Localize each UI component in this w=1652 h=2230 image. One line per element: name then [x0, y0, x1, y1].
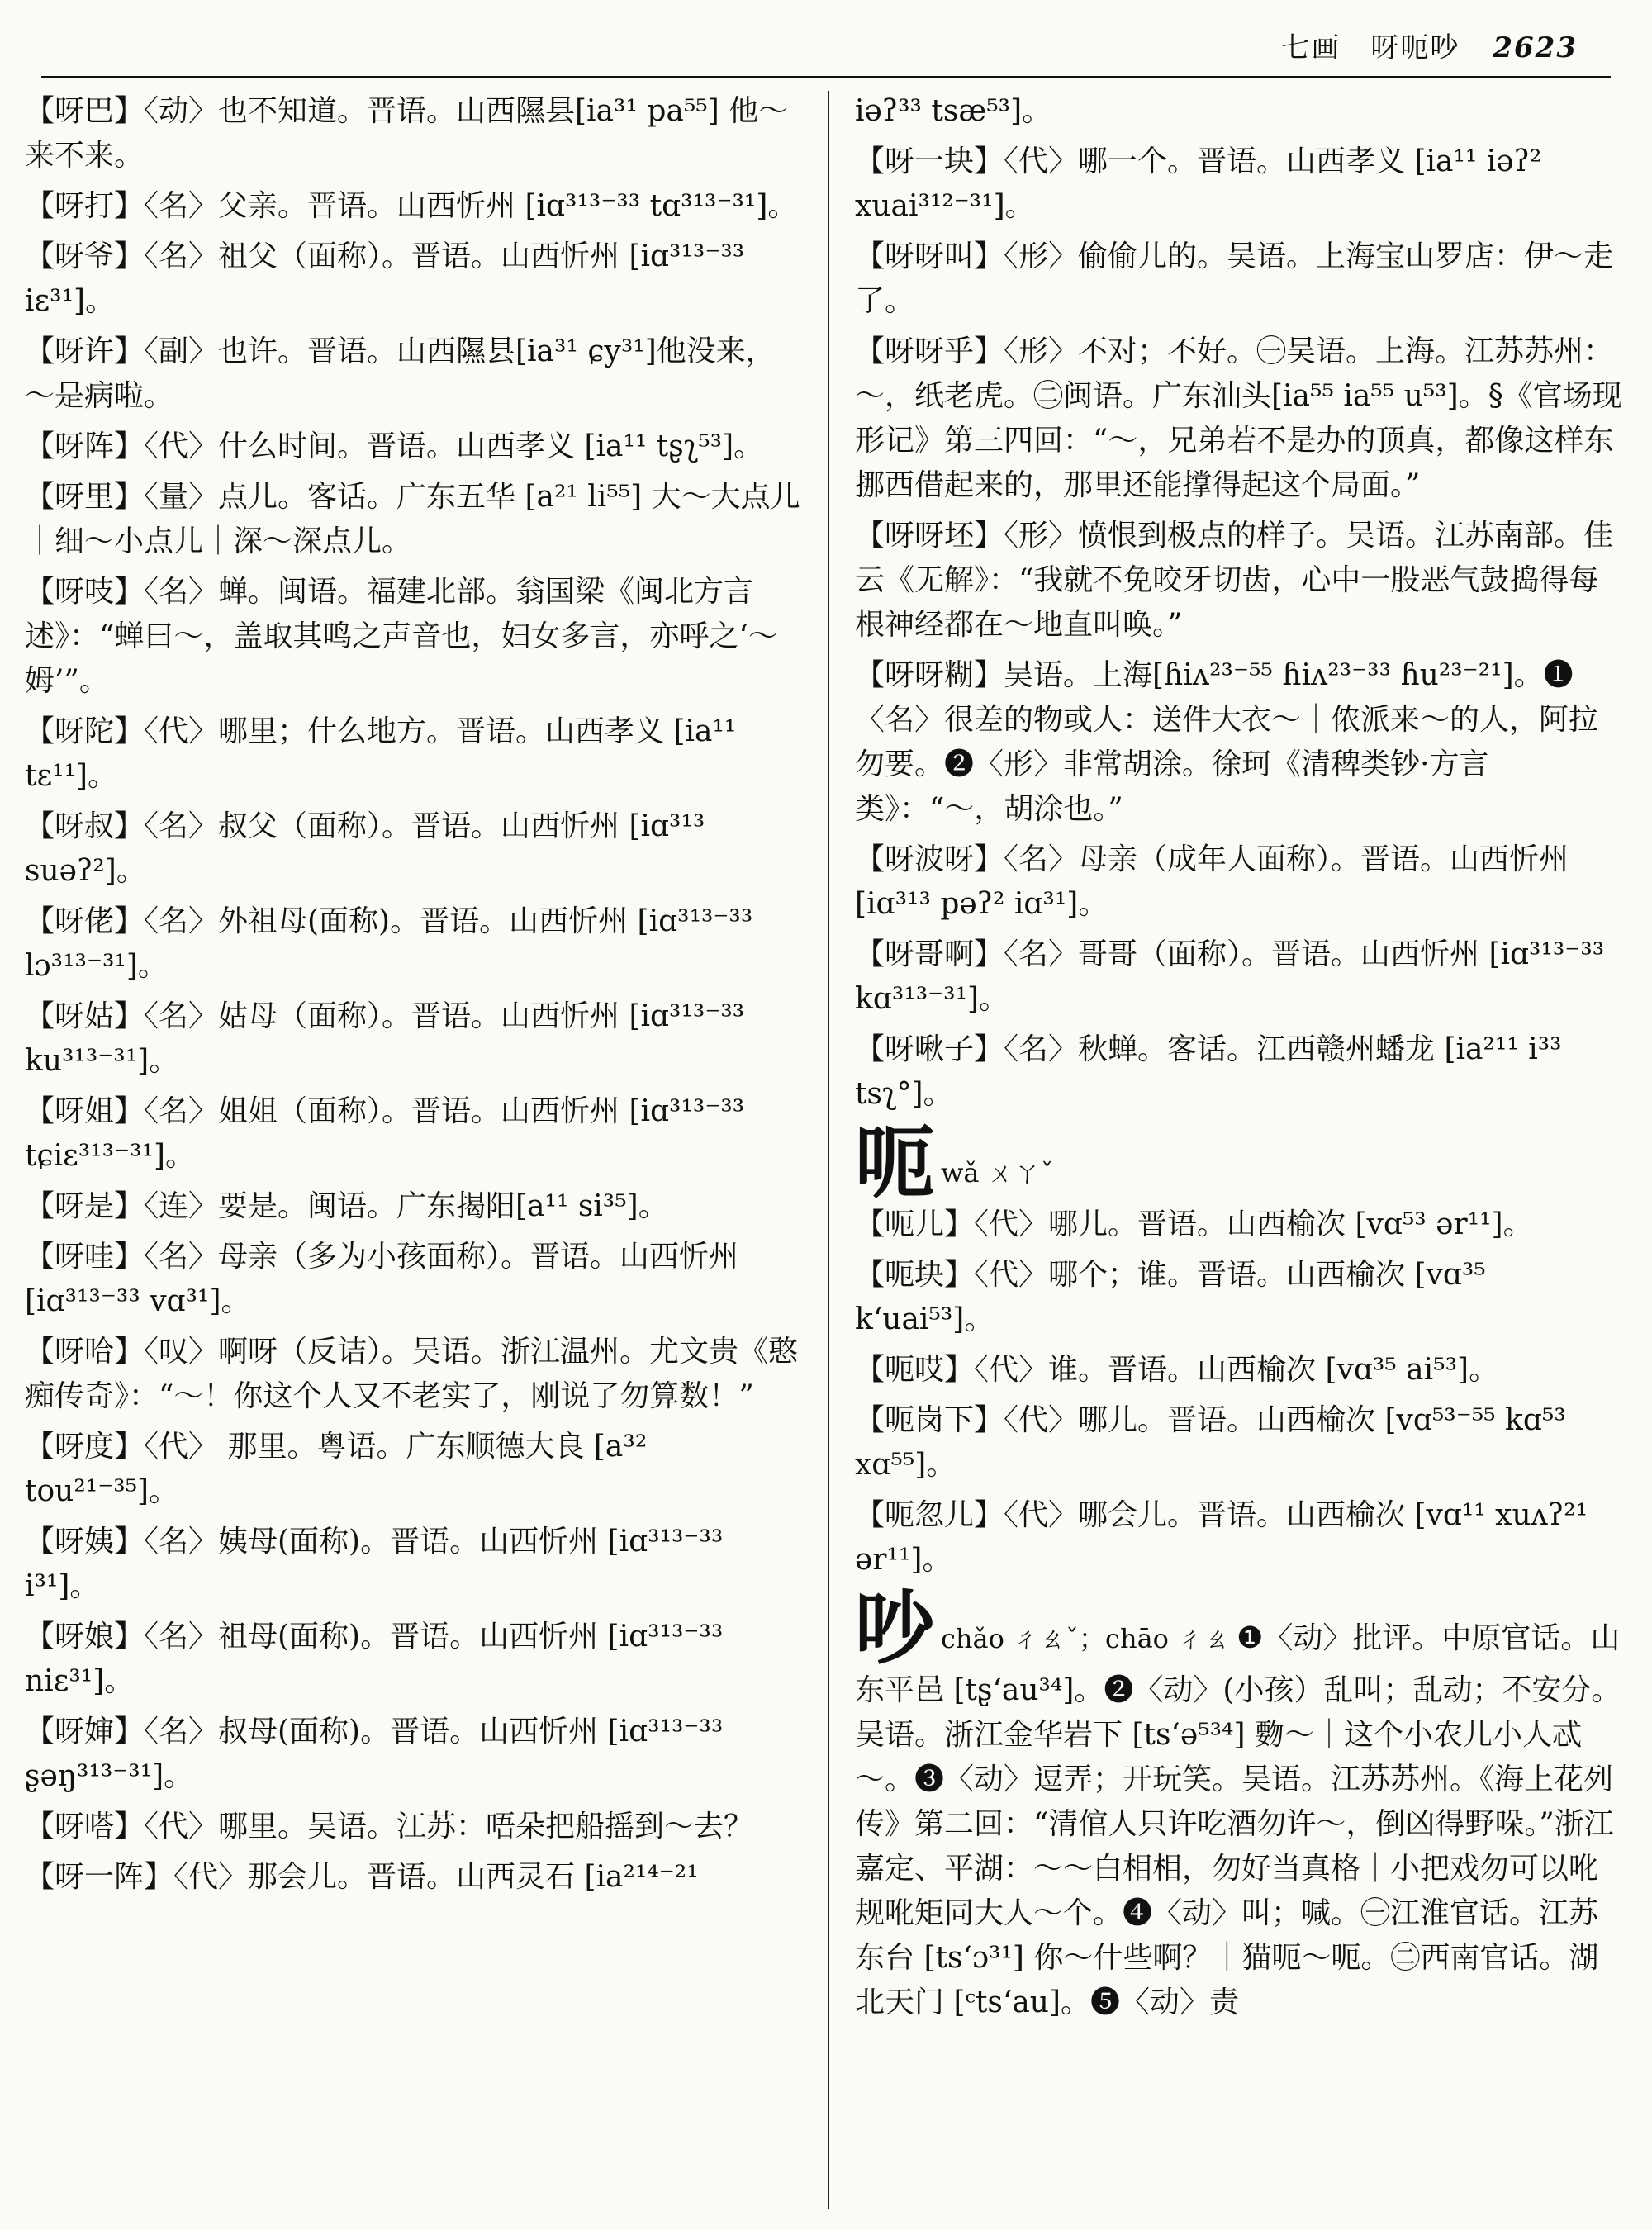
dictionary-entry: 【呀里】〈量〉点儿。客话。广东五华 [a²¹ li⁵⁵] 大～大点儿｜细～小点儿｜深～深点儿。 — [25, 480, 800, 558]
dictionary-entry: 【呀爷】〈名〉祖父（面称）。晋语。山西忻州 [iɑ³¹³⁻³³ iɛ³¹]。 — [25, 240, 745, 318]
dictionary-entry: 【呀哥啊】〈名〉哥哥（面称）。晋语。山西忻州 [iɑ³¹³⁻³³ kɑ³¹³⁻³¹]。 — [855, 937, 1605, 1016]
dictionary-entry: 【呀嗒】〈代〉哪里。吴语。江苏：唔朵把船摇到～去？ — [25, 1810, 754, 1843]
dictionary-entry: 【呃忽儿】〈代〉哪会儿。晋语。山西榆次 [vɑ¹¹ xuʌʔ²¹ ər¹¹]。 — [855, 1498, 1588, 1577]
dictionary-entry: 【呀吱】〈名〉蝉。闽语。福建北部。翁国梁《闽北方言述》：“蝉曰～，盖取其鸣之声音也，妇女多言，亦呼之‘～姆’”。 — [25, 575, 778, 698]
dictionary-entry: 【呀姨】〈名〉姨母(面称)。晋语。山西忻州 [iɑ³¹³⁻³³ i³¹]。 — [25, 1525, 724, 1603]
dictionary-entry: 【呀一阵】〈代〉那会儿。晋语。山西灵石 [ia²¹⁴⁻²¹ — [25, 1860, 699, 1894]
dictionary-entry: 【呀呀糊】吴语。上海[ɦiʌ²³⁻⁵⁵ ɦiʌ²³⁻³³ ɦu²³⁻²¹]。❶〈名〉很差的物或人：送件大衣～｜侬派来～的人，阿拉勿要。❷〈形〉非常胡涂。徐珂《清稗类钞·方言类》：“～，胡涂也。” — [855, 658, 1599, 826]
dictionary-entry: 【呃块】〈代〉哪个；谁。晋语。山西榆次 [vɑ³⁵ k‘uai⁵³]。 — [855, 1258, 1486, 1336]
dictionary-entry: 【呃岗下】〈代〉哪儿。晋语。山西榆次 [vɑ⁵³⁻⁵⁵ kɑ⁵³ xɑ⁵⁵]。 — [855, 1403, 1566, 1482]
pinyin-zhuyin: wǎ ㄨㄚˇ — [941, 1157, 1054, 1189]
left-column — [25, 89, 801, 2213]
dictionary-entry: 【呀陀】〈代〉哪里；什么地方。晋语。山西孝义 [ia¹¹ tɛ¹¹]。 — [25, 714, 737, 793]
dictionary-entry: 【呀打】〈名〉父亲。晋语。山西忻州 [iɑ³¹³⁻³³ tɑ³¹³⁻³¹]。 — [25, 189, 798, 223]
running-head — [1281, 25, 1578, 65]
dictionary-entry: 【呀波呀】〈名〉母亲（成年人面称）。晋语。山西忻州[iɑ³¹³ pəʔ² iɑ³¹]。 — [855, 842, 1569, 921]
dictionary-entry: 【呀度】〈代〉 那里。粤语。广东顺德大良 [a³² tou²¹⁻³⁵]。 — [25, 1430, 648, 1508]
dictionary-entry: 【呀呀乎】〈形〉不对；不好。㊀吴语。上海。江苏苏州：～，纸老虎。㊁闽语。广东汕头[ia⁵⁵ ia⁵⁵ u⁵³]。§《官场现形记》第三四回：“～，兄弟若不是办的顶真，都像这样东挪西借起来的，那里还能撑得起这个局面。” — [855, 334, 1622, 502]
column-divider — [828, 91, 829, 2209]
dictionary-entry: 【呀哇】〈名〉母亲（多为小孩面称）。晋语。山西忻州[iɑ³¹³⁻³³ vɑ³¹]。 — [25, 1240, 739, 1318]
head-character-chao — [855, 1582, 1623, 2025]
dictionary-entry: 【呃哎】〈代〉谁。晋语。山西榆次 [vɑ³⁵ ai⁵³]。 — [855, 1353, 1499, 1387]
section-title: 七画 呀呃吵 — [1281, 31, 1460, 64]
dictionary-entry: 【呀一块】〈代〉哪一个。晋语。山西孝义 [ia¹¹ iəʔ² xuai³¹²⁻³¹]。 — [855, 145, 1542, 223]
dictionary-entry: 【呀婶】〈名〉叔母(面称)。晋语。山西忻州 [iɑ³¹³⁻³³ ʂəŋ³¹³⁻³¹]。 — [25, 1715, 724, 1793]
dictionary-entry: 【呀娘】〈名〉祖母(面称)。晋语。山西忻州 [iɑ³¹³⁻³³ niɛ³¹]。 — [25, 1620, 724, 1698]
head-character: 呃 — [855, 1116, 934, 1209]
head-character: 吵 — [855, 1582, 934, 1675]
dictionary-entry: 【呀姐】〈名〉姐姐（面称）。晋语。山西忻州 [iɑ³¹³⁻³³ tɕiɛ³¹³⁻³¹]。 — [25, 1094, 745, 1173]
dictionary-entry: 【呀哈】〈叹〉啊呀（反诘）。吴语。浙江温州。尤文贵《憨痴传奇》：“～！你这个人又不老实了，刚说了勿算数！” — [25, 1335, 799, 1413]
entry-continuation: iəʔ³³ tsæ⁵³]。 — [855, 94, 1052, 128]
head-character-wa — [855, 1116, 1623, 1209]
dictionary-entry: 【呃儿】〈代〉哪儿。晋语。山西榆次 [vɑ⁵³ ər¹¹]。 — [855, 1208, 1533, 1241]
page-header — [41, 18, 1611, 78]
right-column — [855, 89, 1623, 2213]
dictionary-entry: 【呀巴】〈动〉也不知道。晋语。山西隰县[ia³¹ pa⁵⁵] 他～来不来。 — [25, 94, 789, 173]
pinyin-zhuyin: chǎo ㄔㄠˇ；chāo ㄔㄠ — [941, 1623, 1231, 1654]
dictionary-entry: 【呀是】〈连〉要是。闽语。广东揭阳[a¹¹ si³⁵]。 — [25, 1189, 668, 1223]
dictionary-entry: 【呀叔】〈名〉叔父（面称）。晋语。山西忻州 [iɑ³¹³ suəʔ²]。 — [25, 809, 705, 888]
dictionary-entry: 【呀姑】〈名〉姑母（面称）。晋语。山西忻州 [iɑ³¹³⁻³³ ku³¹³⁻³¹]。 — [25, 999, 745, 1078]
dictionary-entry: 【呀佬】〈名〉外祖母(面称)。晋语。山西忻州 [iɑ³¹³⁻³³ lɔ³¹³⁻³¹]。 — [25, 904, 753, 983]
definition-text: ❶〈动〉批评。中原官话。山东平邑 [tʂ‘au³⁴]。❷〈动〉(小孩）乱叫；乱动；不安分。吴语。浙江金华岩下 [ts‘ə⁵³⁴] 覅～｜这个小农儿小人忒～。❸〈动〉逗弄；开玩笑。吴语。江苏苏州。《海上花列传》第二回：“清倌人只许吃酒勿许～，倒凶得野哚。”浙江嘉定、平湖：～～白相相，勿好当真格｜小把戏勿可以吪规吪矩同大人～个。❹〈动〉叫；喊。㊀江淮官话。江苏东台 [ts‘ɔ³¹] 你～什些啊？｜猫呃～呃。㊁西南官话。湖北天门 [ᶜts‘au]。❺〈动〉责 — [855, 1621, 1621, 2019]
dictionary-entry: 【呀阵】〈代〉什么时间。晋语。山西孝义 [ia¹¹ tʂʅ⁵³]。 — [25, 429, 764, 463]
dictionary-entry: 【呀许】〈副〉也许。晋语。山西隰县[ia³¹ ɕy³¹]他没来，～是病啦。 — [25, 334, 776, 413]
dictionary-entry: 【呀呀叫】〈形〉偷偷儿的。吴语。上海宝山罗店：伊～走了。 — [855, 240, 1614, 318]
dictionary-entry: 【呀啾子】〈名〉秋蝉。客话。江西赣州蟠龙 [ia²¹¹ i³³ tsʅ°]。 — [855, 1032, 1562, 1111]
page-number: 2623 — [1493, 31, 1578, 64]
dictionary-entry: 【呀呀坯】〈形〉愤恨到极点的样子。吴语。江苏南部。佳云《无解》：“我就不免咬牙切齿，心中一股恶气鼓捣得每根神经都在～地直叫唤。” — [855, 519, 1614, 642]
